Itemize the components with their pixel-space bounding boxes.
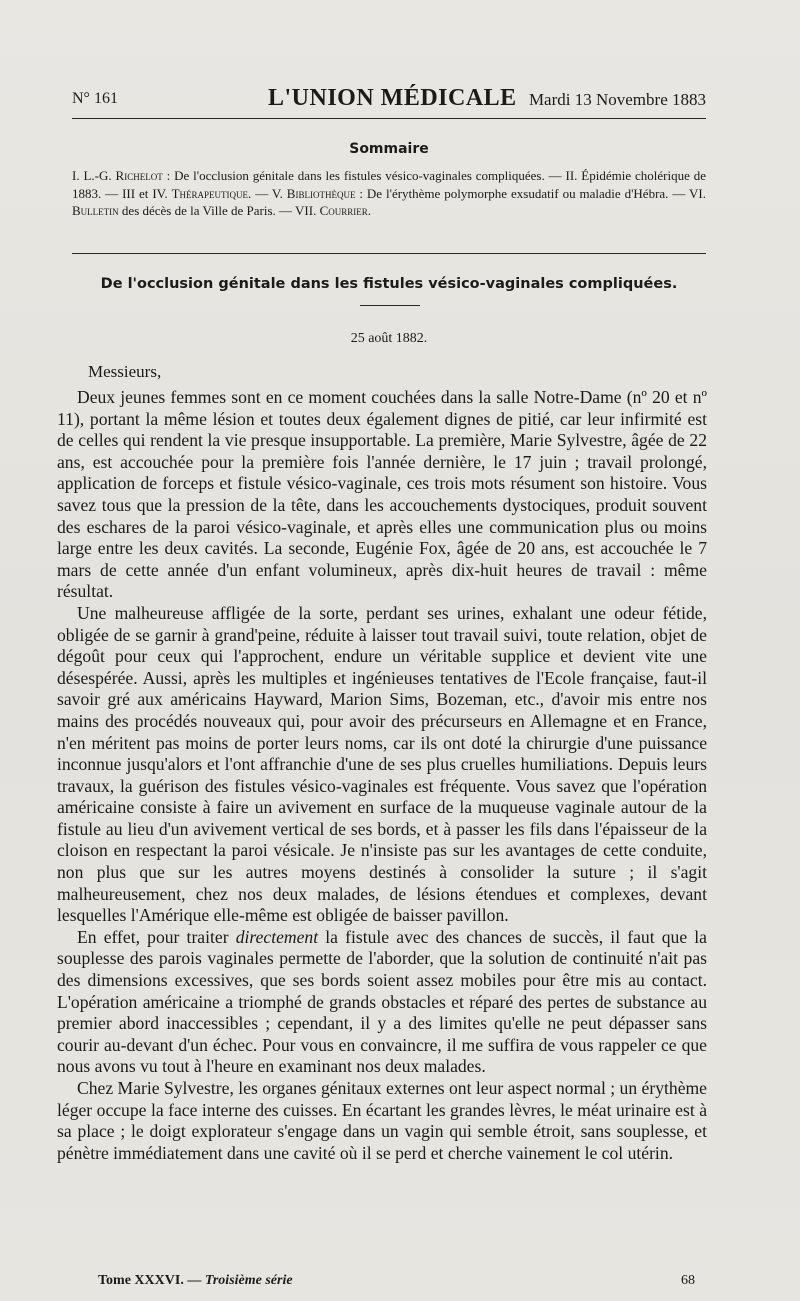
sommaire-title: Sommaire (349, 141, 429, 157)
sommaire-item-number: I. (72, 168, 80, 183)
page-number: 68 (681, 1273, 695, 1288)
issue-date: Mardi 13 Novembre 1883 (528, 90, 706, 109)
running-header (72, 84, 706, 116)
journal-title: L'UNION MÉDICALE (268, 85, 517, 111)
sommaire-rule (72, 253, 706, 254)
paragraph-text: la fistule avec des chances de succès, il faut que la souplesse des parois vaginales permette de l'aborder, que la solution de continuité n'ait pas des dimensions excessives, que ses bords soient assez mobiles pour être mis au contact. L'opération américaine a triomphé de grands obstacles et réparé des pertes de substance au premier abord inaccessibles ; cependant, il y a des limites qu'elle ne peut dépasser sans courir au-devant d'un échec. Pour vous en convaincre, il me suffira de vous rappeler ce que nous avons vu tout à l'heure en examinant nos deux malades. (57, 926, 707, 1077)
header-rule (72, 118, 706, 119)
sommaire-item-6: des décès de la Ville de Paris. — VII. (121, 203, 317, 218)
sommaire-courrier: Courrier. (319, 203, 372, 218)
volume-info (98, 1273, 293, 1289)
sommaire-item-number: — V. (255, 185, 283, 201)
title-underline (360, 305, 420, 306)
sommaire-bulletin: Bulletin (72, 203, 119, 218)
sommaire-contents (72, 167, 706, 220)
emphasis-text: directement (235, 926, 319, 947)
sommaire-bibliotheque: Bibliothèque (286, 185, 356, 201)
sommaire-therapeutique: Thérapeutique. (171, 185, 252, 201)
paragraph: Une malheureuse affligée de la sorte, perdant ses urines, exhalant une odeur fétide, obligée de se garnir à grand'peine, réduite à laisser tout travail suivi, toute relation, objet de dégoût pour ceux qui l'approchent, endure un véritable supplice et devient vite une désespérée. Aussi, après les multiples et ingénieuses tentatives de l'Ecole française, faut-il savoir gré aux américains Hayward, Marion Sims, Bozeman, etc., d'avoir mis entre nos mains des procédés nouveaux qui, pour avoir des précurseurs en Allemagne et en France, n'en méritent pas moins de porter leurs noms, car ils ont doté la chirurgie d'une puissance inconnue jusqu'alors et l'ont affranchie d'une de ses plus cruelles humiliations. Depuis leurs travaux, la guérison des fistules vésico-vaginales est fréquente. Vous savez que l'opération américaine consiste à faire un avivement en surface de la muqueuse vaginale autour de la fistule au lieu d'un avivement vertical de ses bords, et à passer les fils dans l'épaisseur de la cloison en respectant la paroi vésicale. Je n'insiste pas sur les avantages de cette conduite, non plus que sur les autres moyens destinés à consolider la suture ; il s'agit malheureusement, chez nos deux malades, de lésions étendues et complexes, devant lesquelles l'Amérique elle-même est obligée de baisser pavillon. (57, 602, 707, 926)
series-name: Troisième série (204, 1273, 293, 1288)
paragraph-text: En effet, pour traiter (77, 926, 236, 947)
paragraph: Chez Marie Sylvestre, les organes génitaux externes ont leur aspect normal ; un érythème léger occupe la face interne des cuisses. En écartant les grandes lèvres, le méat urinaire est à sa place ; le doigt explorateur s'engage dans un vagin qui semble étroit, sans souplesse, et pénètre immédiatement dans une cavité où il se perd et cherche vainement le col utérin. (57, 1078, 707, 1163)
sommaire-item-2: II. Épidémie cholérique de 1883. — III et IV. (72, 168, 707, 201)
paragraph (57, 927, 707, 1078)
lecture-date: 25 août 1882. (350, 331, 428, 346)
running-footer (98, 1273, 695, 1293)
article-title: De l'occlusion génitale dans les fistules vésico-vaginales compliquées. (100, 276, 678, 292)
sommaire-item-5: : De l'érythème polymorphe exsudatif ou maladie d'Hébra. — VI. (359, 185, 707, 201)
sommaire-item-1: : De l'occlusion génitale dans les fistules vésico-vaginales compliquées. — (166, 168, 562, 183)
volume-number: Tome XXXVI. — (98, 1273, 202, 1288)
sommaire-author: L.-G. Richelot (83, 168, 163, 183)
article-body (57, 387, 707, 1164)
salutation: Messieurs, (88, 362, 162, 381)
paragraph: Deux jeunes femmes sont en ce moment couchées dans la salle Notre-Dame (nº 20 et nº 11), portant la même lésion et toutes deux également dignes de pitié, car leur infirmité est de celles qui rendent la vie presque insupportable. La première, Marie Sylvestre, âgée de 22 ans, est accouchée pour la première fois l'année dernière, le 17 juin ; travail prolongé, application de forceps et fistule vésico-vaginale, ces trois mots résument son histoire. Vous savez tous que la pression de la tête, dans les accouchements dystociques, produit souvent des eschares de la paroi vésico-vaginale, et après elles une communication plus ou moins large entre les deux cavités. La seconde, Eugénie Fox, âgée de 20 ans, est accouchée le 7 mars de cette année d'un enfant volumineux, après dix-huit heures de travail : même résultat. (57, 387, 707, 602)
issue-number: N° 161 (72, 90, 118, 107)
